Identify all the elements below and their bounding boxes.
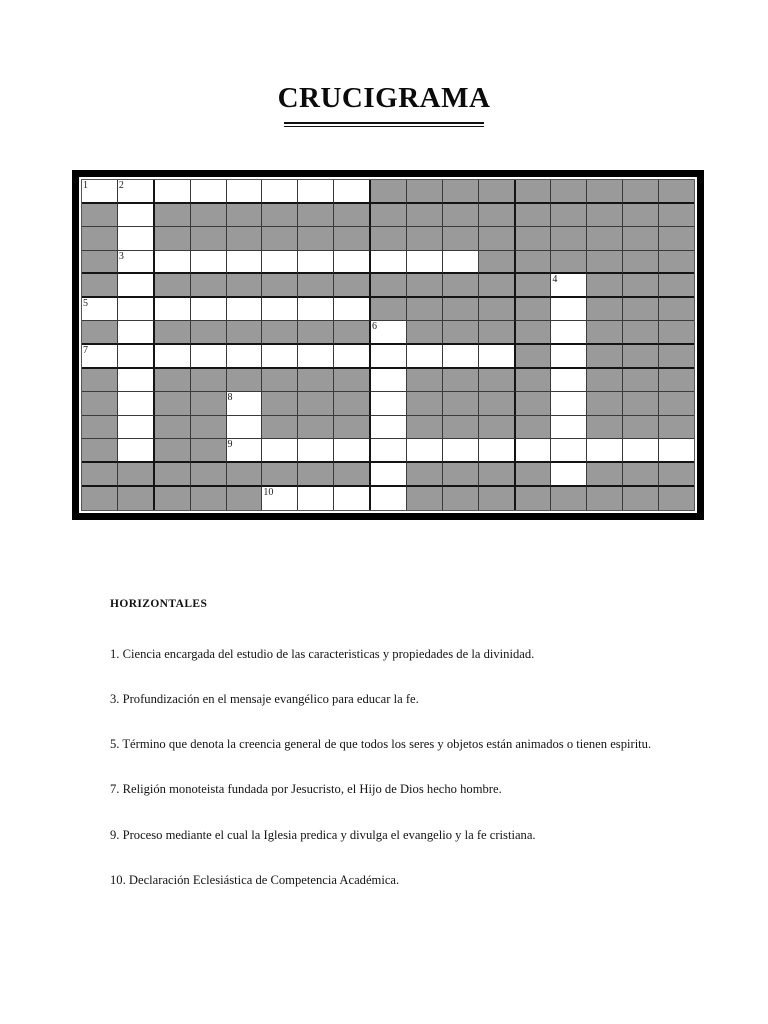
crossword-cell-open[interactable]	[551, 274, 587, 298]
crossword-cell-blocked	[443, 274, 479, 298]
crossword-cell-blocked	[82, 439, 118, 463]
clue-item	[110, 681, 662, 718]
crossword-cell-blocked	[407, 416, 443, 440]
crossword-cell-open[interactable]	[371, 439, 407, 463]
crossword-cell-blocked	[516, 321, 552, 345]
crossword-cell-blocked	[155, 439, 191, 463]
crossword-clue-number: 5	[83, 297, 88, 309]
crossword-cell-open[interactable]	[227, 416, 263, 440]
crossword-cell-blocked	[82, 227, 118, 251]
crossword-cell-blocked	[371, 180, 407, 204]
crossword-cell-open[interactable]	[191, 345, 227, 369]
crossword-cell-blocked	[479, 463, 516, 487]
clues-section	[110, 598, 662, 907]
crossword-clue-number: 1	[83, 180, 88, 191]
crossword-cell-open[interactable]	[227, 251, 263, 275]
crossword-cell-blocked	[407, 392, 443, 416]
crossword-cell-blocked	[587, 227, 623, 251]
crossword-cell-open[interactable]	[118, 345, 155, 369]
clue-item	[110, 636, 662, 673]
crossword-cell-blocked	[82, 321, 118, 345]
crossword-row	[82, 321, 694, 345]
crossword-row	[82, 204, 694, 228]
crossword-cell-open[interactable]	[298, 345, 334, 369]
crossword-clue-number: 6	[372, 321, 377, 333]
crossword-cell-blocked	[587, 345, 623, 369]
crossword-cell-blocked	[155, 487, 191, 511]
crossword-cell-blocked	[407, 298, 443, 322]
crossword-cell-blocked	[227, 487, 263, 511]
crossword-cell-open[interactable]	[551, 298, 587, 322]
crossword-cell-open[interactable]	[191, 298, 227, 322]
crossword-cell-blocked	[659, 180, 694, 204]
title-rule-bottom	[284, 126, 484, 127]
crossword-cell-blocked	[407, 180, 443, 204]
crossword-clue-number: 10	[263, 486, 274, 498]
crossword-cell-blocked	[227, 463, 263, 487]
crossword-cell-blocked	[191, 204, 227, 228]
crossword-cell-blocked	[298, 204, 334, 228]
crossword-cell-blocked	[262, 204, 298, 228]
crossword-cell-open[interactable]	[298, 439, 334, 463]
clue-text: 10. Declaración Eclesiástica de Competencia Académica.	[110, 872, 400, 887]
crossword-cell-blocked	[443, 392, 479, 416]
crossword-cell-open[interactable]	[551, 416, 587, 440]
crossword-cell-blocked	[334, 392, 371, 416]
crossword-cell-blocked	[155, 392, 191, 416]
crossword-cell-blocked	[298, 274, 334, 298]
clue-item	[110, 862, 662, 899]
crossword-cell-open[interactable]	[443, 345, 479, 369]
crossword-cell-blocked	[551, 204, 587, 228]
crossword-row	[82, 487, 694, 511]
crossword-cell-blocked	[623, 416, 659, 440]
crossword-cell-blocked	[623, 463, 659, 487]
crossword-cell-blocked	[262, 416, 298, 440]
crossword-cell-blocked	[443, 369, 479, 393]
crossword-cell-open[interactable]	[334, 298, 371, 322]
crossword-cell-open[interactable]	[371, 251, 407, 275]
crossword-cell-blocked	[298, 416, 334, 440]
crossword-cell-blocked	[227, 204, 263, 228]
crossword-cell-open[interactable]	[551, 439, 587, 463]
crossword-cell-blocked	[659, 204, 694, 228]
crossword-cell-blocked	[659, 369, 694, 393]
crossword-cell-open[interactable]	[155, 345, 191, 369]
crossword-grid[interactable]	[81, 179, 695, 511]
crossword-cell-blocked	[479, 416, 516, 440]
crossword-cell-blocked	[155, 204, 191, 228]
crossword-cell-blocked	[516, 345, 552, 369]
crossword-cell-open[interactable]	[551, 392, 587, 416]
crossword-cell-open[interactable]	[118, 274, 155, 298]
crossword-cell-blocked	[659, 274, 694, 298]
crossword-cell-open[interactable]	[262, 439, 298, 463]
crossword-cell-open[interactable]	[623, 439, 659, 463]
crossword-cell-blocked	[82, 416, 118, 440]
crossword-cell-blocked	[587, 416, 623, 440]
crossword-cell-open[interactable]	[371, 321, 407, 345]
crossword-cell-blocked	[659, 392, 694, 416]
crossword-cell-blocked	[623, 227, 659, 251]
clue-item	[110, 817, 662, 854]
clue-text: 9. Proceso mediante el cual la Iglesia predica y divulga el evangelio y la fe cristiana.	[110, 827, 536, 842]
crossword-clue-number: 8	[227, 392, 233, 404]
crossword-cell-open[interactable]	[118, 251, 155, 275]
clues-heading: HORIZONTALES	[110, 598, 208, 610]
crossword-cell-blocked	[262, 392, 298, 416]
crossword-cell-blocked	[407, 227, 443, 251]
crossword-cell-blocked	[516, 251, 552, 275]
crossword-cell-open[interactable]	[371, 345, 407, 369]
crossword-cell-open[interactable]	[334, 345, 371, 369]
crossword-cell-blocked	[551, 251, 587, 275]
crossword-cell-blocked	[443, 298, 479, 322]
crossword-row	[82, 463, 694, 487]
crossword-cell-open[interactable]	[262, 345, 298, 369]
crossword-cell-open[interactable]	[227, 392, 263, 416]
crossword-cell-blocked	[587, 204, 623, 228]
crossword-cell-blocked	[516, 487, 552, 511]
crossword-clue-number: 7	[83, 345, 88, 357]
crossword-cell-blocked	[623, 392, 659, 416]
crossword-cell-open[interactable]	[82, 345, 118, 369]
crossword-clue-number: 9	[227, 439, 233, 451]
crossword-cell-blocked	[334, 463, 371, 487]
crossword-row	[82, 369, 694, 393]
clue-item	[110, 771, 662, 808]
crossword-cell-open[interactable]	[82, 298, 118, 322]
crossword-cell-blocked	[191, 416, 227, 440]
crossword-cell-blocked	[587, 321, 623, 345]
crossword-cell-blocked	[371, 274, 407, 298]
crossword-cell-blocked	[479, 321, 516, 345]
crossword-cell-blocked	[623, 298, 659, 322]
crossword-cell-blocked	[623, 369, 659, 393]
crossword-cell-blocked	[82, 487, 118, 511]
crossword-cell-open[interactable]	[155, 180, 191, 204]
crossword-cell-blocked	[155, 369, 191, 393]
crossword-cell-blocked	[479, 274, 516, 298]
crossword-cell-blocked	[262, 463, 298, 487]
crossword-cell-blocked	[334, 369, 371, 393]
crossword-cell-blocked	[443, 416, 479, 440]
crossword-cell-blocked	[479, 204, 516, 228]
crossword-cell-open[interactable]	[82, 180, 118, 204]
crossword-cell-blocked	[659, 251, 694, 275]
crossword-cell-blocked	[623, 487, 659, 511]
crossword-cell-open[interactable]	[262, 180, 298, 204]
crossword-cell-blocked	[334, 227, 371, 251]
crossword-row	[82, 274, 694, 298]
crossword-row	[82, 180, 694, 204]
crossword-cell-blocked	[191, 369, 227, 393]
crossword-cell-blocked	[262, 369, 298, 393]
crossword-cell-blocked	[516, 227, 552, 251]
crossword-cell-open[interactable]	[118, 298, 155, 322]
crossword-row	[82, 416, 694, 440]
crossword-cell-open[interactable]	[443, 439, 479, 463]
clue-item	[110, 726, 662, 763]
crossword-cell-blocked	[191, 392, 227, 416]
crossword-cell-open[interactable]	[551, 463, 587, 487]
crossword-cell-blocked	[551, 180, 587, 204]
crossword-cell-blocked	[262, 321, 298, 345]
crossword-row	[82, 227, 694, 251]
title-rule-top	[284, 122, 484, 124]
crossword-cell-blocked	[587, 251, 623, 275]
crossword-cell-blocked	[82, 274, 118, 298]
crossword-cell-open[interactable]	[479, 345, 516, 369]
crossword-cell-blocked	[516, 298, 552, 322]
crossword-cell-blocked	[227, 227, 263, 251]
crossword-row	[82, 298, 694, 322]
crossword-cell-blocked	[516, 274, 552, 298]
crossword-cell-blocked	[191, 439, 227, 463]
crossword-cell-blocked	[623, 274, 659, 298]
crossword-cell-blocked	[516, 416, 552, 440]
crossword-cell-blocked	[479, 251, 516, 275]
crossword-cell-open[interactable]	[227, 345, 263, 369]
crossword-cell-blocked	[298, 227, 334, 251]
crossword-cell-open[interactable]	[443, 251, 479, 275]
crossword-cell-open[interactable]	[262, 251, 298, 275]
crossword-cell-blocked	[155, 463, 191, 487]
crossword-cell-blocked	[334, 416, 371, 440]
crossword-cell-blocked	[407, 369, 443, 393]
crossword-cell-open[interactable]	[227, 439, 263, 463]
clue-text: 5. Término que denota la creencia general de que todos los seres y objetos están animados o tienen espiritu.	[110, 737, 652, 752]
page-title: CRUCIGRAMA	[277, 82, 491, 114]
crossword-cell-open[interactable]	[118, 392, 155, 416]
crossword-row	[82, 345, 694, 369]
crossword-cell-blocked	[623, 180, 659, 204]
crossword-cell-blocked	[443, 204, 479, 228]
crossword-cell-blocked	[371, 298, 407, 322]
crossword-cell-blocked	[623, 345, 659, 369]
crossword-cell-blocked	[443, 321, 479, 345]
crossword-cell-open[interactable]	[551, 369, 587, 393]
crossword-cell-open[interactable]	[334, 180, 371, 204]
crossword-cell-blocked	[443, 227, 479, 251]
crossword-cell-open[interactable]	[118, 227, 155, 251]
crossword-cell-blocked	[407, 204, 443, 228]
crossword-cell-blocked	[623, 251, 659, 275]
crossword-cell-blocked	[334, 204, 371, 228]
crossword-cell-blocked	[155, 274, 191, 298]
crossword-cell-blocked	[516, 180, 552, 204]
crossword-cell-blocked	[443, 463, 479, 487]
crossword-cell-blocked	[479, 180, 516, 204]
crossword-row	[82, 251, 694, 275]
crossword-cell-blocked	[82, 392, 118, 416]
crossword-cell-blocked	[371, 227, 407, 251]
crossword-cell-open[interactable]	[118, 321, 155, 345]
crossword-cell-blocked	[479, 392, 516, 416]
crossword-cell-blocked	[191, 487, 227, 511]
crossword-cell-blocked	[587, 298, 623, 322]
crossword-cell-open[interactable]	[155, 298, 191, 322]
crossword-cell-open[interactable]	[587, 439, 623, 463]
crossword-cell-blocked	[371, 204, 407, 228]
crossword-cell-blocked	[407, 274, 443, 298]
crossword-cell-blocked	[659, 463, 694, 487]
crossword-cell-open[interactable]	[334, 251, 371, 275]
crossword-clue-number: 4	[552, 274, 558, 286]
crossword-cell-blocked	[82, 369, 118, 393]
crossword-cell-blocked	[587, 274, 623, 298]
crossword-cell-blocked	[227, 321, 263, 345]
crossword-cell-blocked	[479, 298, 516, 322]
crossword-cell-blocked	[191, 227, 227, 251]
crossword-cell-open[interactable]	[227, 298, 263, 322]
crossword-cell-open[interactable]	[298, 180, 334, 204]
crossword-cell-open[interactable]	[298, 251, 334, 275]
crossword-cell-open[interactable]	[155, 251, 191, 275]
title-double-rule	[284, 122, 484, 127]
crossword-cell-blocked	[659, 321, 694, 345]
crossword-cell-blocked	[443, 180, 479, 204]
crossword-cell-blocked	[227, 274, 263, 298]
crossword-cell-blocked	[155, 321, 191, 345]
crossword-cell-open[interactable]	[298, 487, 334, 511]
crossword-cell-blocked	[118, 487, 155, 511]
crossword-cell-open[interactable]	[371, 487, 407, 511]
crossword-cell-blocked	[479, 369, 516, 393]
crossword-cell-blocked	[587, 487, 623, 511]
crossword-cell-open[interactable]	[262, 487, 298, 511]
crossword-cell-blocked	[155, 227, 191, 251]
crossword-cell-blocked	[262, 227, 298, 251]
crossword-cell-blocked	[82, 204, 118, 228]
crossword-cell-blocked	[227, 369, 263, 393]
crossword-cell-open[interactable]	[334, 487, 371, 511]
clue-list	[110, 636, 662, 899]
crossword-cell-open[interactable]	[118, 180, 155, 204]
crossword-cell-blocked	[479, 487, 516, 511]
crossword-cell-open[interactable]	[407, 345, 443, 369]
crossword-cell-blocked	[82, 463, 118, 487]
crossword-cell-open[interactable]	[334, 439, 371, 463]
crossword-cell-open[interactable]	[262, 298, 298, 322]
crossword-clue-number: 2	[118, 180, 124, 191]
crossword-cell-open[interactable]	[227, 180, 263, 204]
crossword-cell-open[interactable]	[118, 204, 155, 228]
crossword-cell-blocked	[298, 369, 334, 393]
crossword-cell-blocked	[587, 463, 623, 487]
crossword-cell-blocked	[334, 321, 371, 345]
clue-text: 7. Religión monoteista fundada por Jesucristo, el Hijo de Dios hecho hombre.	[110, 782, 502, 797]
crossword-cell-open[interactable]	[371, 463, 407, 487]
crossword-cell-blocked	[659, 416, 694, 440]
crossword-cell-blocked	[516, 369, 552, 393]
crossword-cell-blocked	[118, 463, 155, 487]
title-block	[0, 0, 768, 127]
crossword-cell-blocked	[587, 369, 623, 393]
crossword-cell-blocked	[659, 345, 694, 369]
crossword-cell-blocked	[191, 321, 227, 345]
crossword-cell-blocked	[479, 227, 516, 251]
crossword-cell-blocked	[82, 251, 118, 275]
crossword-cell-blocked	[191, 274, 227, 298]
crossword-cell-open[interactable]	[118, 416, 155, 440]
crossword-row	[82, 439, 694, 463]
crossword-cell-blocked	[262, 274, 298, 298]
crossword-cell-blocked	[443, 487, 479, 511]
crossword-cell-blocked	[407, 487, 443, 511]
crossword-cell-open[interactable]	[118, 439, 155, 463]
clue-text: 3. Profundización en el mensaje evangélico para educar la fe.	[110, 692, 419, 707]
crossword-cell-blocked	[298, 321, 334, 345]
crossword-clue-number: 3	[118, 250, 124, 262]
crossword-cell-open[interactable]	[407, 251, 443, 275]
crossword-cell-blocked	[155, 416, 191, 440]
crossword-cell-open[interactable]	[191, 180, 227, 204]
crossword-cell-open[interactable]	[371, 392, 407, 416]
crossword-cell-blocked	[191, 463, 227, 487]
crossword-cell-blocked	[516, 204, 552, 228]
crossword-cell-open[interactable]	[407, 439, 443, 463]
crossword-frame	[72, 170, 704, 520]
crossword-cell-open[interactable]	[371, 369, 407, 393]
crossword-cell-open[interactable]	[551, 321, 587, 345]
crossword-cell-blocked	[551, 227, 587, 251]
crossword-row	[82, 392, 694, 416]
crossword-cell-blocked	[516, 463, 552, 487]
crossword-cell-open[interactable]	[298, 298, 334, 322]
crossword-cell-blocked	[587, 180, 623, 204]
clue-text: 1. Ciencia encargada del estudio de las caracteristicas y propiedades de la divinidad.	[110, 647, 535, 661]
crossword-cell-blocked	[298, 463, 334, 487]
crossword-cell-blocked	[407, 463, 443, 487]
crossword-cell-open[interactable]	[371, 416, 407, 440]
crossword-cell-blocked	[516, 392, 552, 416]
crossword-cell-blocked	[298, 392, 334, 416]
crossword-cell-blocked	[623, 321, 659, 345]
crossword-cell-blocked	[659, 487, 694, 511]
crossword-cell-blocked	[659, 227, 694, 251]
crossword-cell-open[interactable]	[191, 251, 227, 275]
crossword-cell-open[interactable]	[479, 439, 516, 463]
crossword-cell-open[interactable]	[659, 439, 694, 463]
crossword-cell-open[interactable]	[551, 345, 587, 369]
crossword-cell-open[interactable]	[516, 439, 552, 463]
crossword-cell-open[interactable]	[118, 369, 155, 393]
crossword-cell-blocked	[407, 321, 443, 345]
crossword-cell-blocked	[551, 487, 587, 511]
crossword-cell-blocked	[623, 204, 659, 228]
crossword-cell-blocked	[659, 298, 694, 322]
crossword-cell-blocked	[334, 274, 371, 298]
crossword-cell-blocked	[587, 392, 623, 416]
